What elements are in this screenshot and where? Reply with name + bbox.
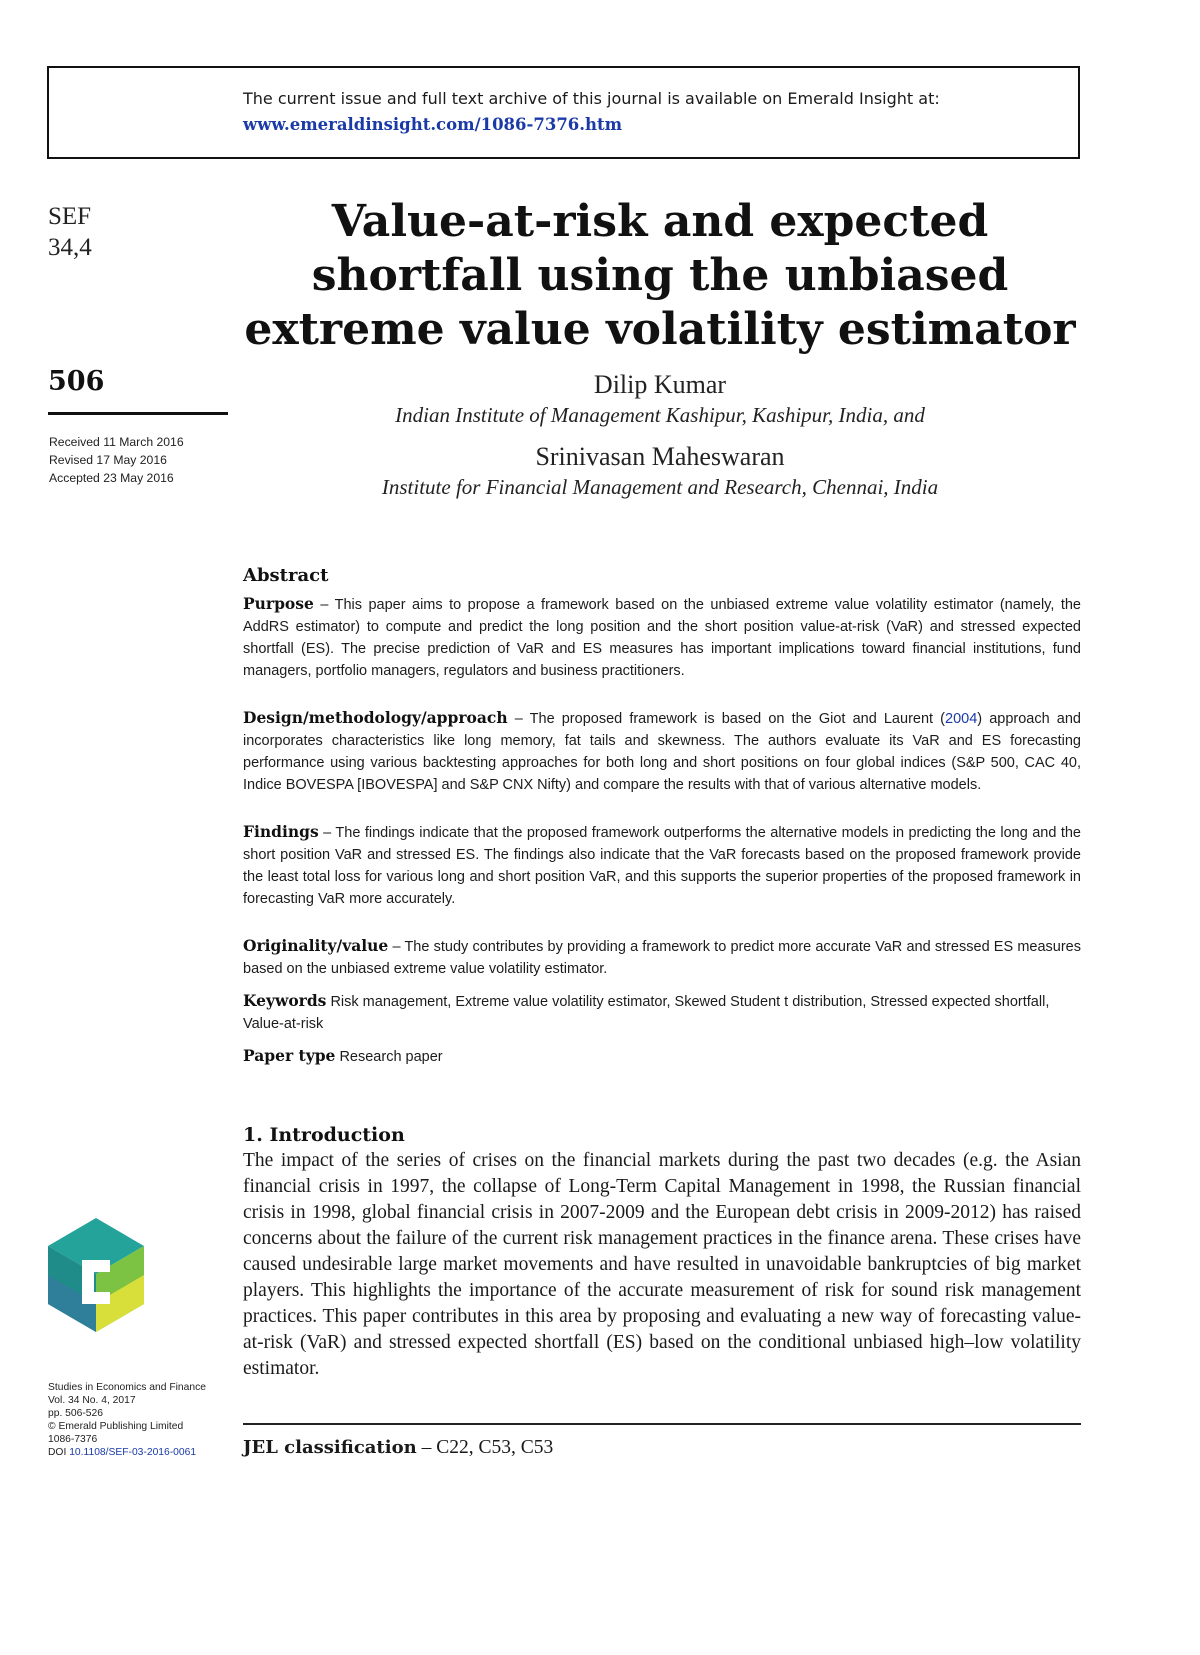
originality-text: – The study contributes by providing a framework to predict more accurate VaR and stressed ES measures based on the unbiased extreme value volatility estimator. [243,939,1081,977]
jel-classification [243,1437,553,1459]
abstract-design [243,707,1081,796]
emerald-logo-icon [44,1216,148,1334]
paper-type-text: Research paper [335,1049,443,1065]
pub-journal: Studies in Economics and Finance [48,1382,206,1393]
revised-date: Revised 17 May 2016 [49,453,167,467]
archive-link[interactable]: www.emeraldinsight.com/1086-7376.htm [243,115,623,134]
pub-volume: Vol. 34 No. 4, 2017 [48,1395,136,1406]
purpose-text: – This paper aims to propose a framework based on the unbiased extreme value volatility estimator (namely, the AddRS estimator) to compute and predict the long position and the short position value-at-risk (VaR) and stressed expected shortfall (ES). The precise prediction of VaR and ES measures has important implications toward financial institutions, fund managers, portfolio managers, regulators and business practitioners. [243,597,1081,679]
affiliation-2: Institute for Financial Management and Research, Chennai, India [381,475,939,499]
introduction-body: The impact of the series of crises on the financial markets during the past two decades (e.g. the Asian financial crisis in 1997, the collapse of Long-Term Capital Management in 1998, the Russian financial crisis in 1998, global financial crisis in 2007-2009 and the European debt crisis in 2009-2012) has raised concerns about the failure of the current risk management practices in the finance arena. These crises have caused undesirable large market movements and have resulted in unavoidable bankruptcies of big market players. This highlights the importance of the accurate measurement of risk for sound risk management practices. This paper contributes in this area by proposing and evaluating a new way of forecasting value-at-risk (VaR) and stressed expected shortfall (ES) based on the conditional unbiased high–low volatility estimator. [243,1150,1081,1379]
design-text-b: ) approach and incorporates characteristics like long memory, fat tails and skewness. The authors evaluate its VaR and ES forecasting performance using various backtesting approaches for both long and short positions on four global indices (S&P 500, CAC 40, Indice BOVESPA [IBOVESPA] and S&P CNX Nifty) and compare the results with that of various alternative models. [243,711,1081,793]
volume-issue: 34,4 [48,234,92,261]
article-title-line-3: extreme value volatility estimator [244,304,1076,355]
keywords-text: Risk management, Extreme value volatility estimator, Skewed Student t distribution, Stressed expected shortfall, Value-at-risk [243,994,1050,1032]
abstract-findings [243,821,1081,910]
paper-type-label: Paper type [243,1046,336,1065]
received-date: Received 11 March 2016 [49,435,184,449]
article-title-line-2: shortfall using the unbiased [311,250,1009,301]
jel-label: JEL classification [243,1437,417,1458]
archive-notice-box [47,66,1080,159]
findings-label: Findings [243,822,319,841]
abstract-heading: Abstract [243,565,329,586]
article-title-line-1: Value-at-risk and expected [331,196,989,247]
page-number-rule [48,412,228,415]
author-2: Srinivasan Maheswaran [535,442,785,471]
journal-abbrev: SEF [48,203,92,230]
page-number: 506 [48,366,105,397]
jel-text: – C22, C53, C53 [416,1437,554,1458]
abstract-purpose [243,593,1081,682]
pub-copyright: © Emerald Publishing Limited [48,1421,184,1432]
accepted-date: Accepted 23 May 2016 [49,471,174,485]
jel-divider [243,1423,1081,1425]
originality-label: Originality/value [243,936,389,955]
introduction-heading: 1. Introduction [243,1124,405,1146]
design-label: Design/methodology/approach [243,708,508,727]
pub-pages: pp. 506-526 [48,1408,103,1419]
pub-issn: 1086-7376 [48,1434,98,1445]
pub-doi-link[interactable]: 10.1108/SEF-03-2016-0061 [69,1447,197,1458]
keywords-label: Keywords [243,991,327,1010]
pub-doi-line [48,1446,196,1459]
purpose-label: Purpose [243,594,314,613]
abstract-originality [243,935,1081,980]
affiliation-1: Indian Institute of Management Kashipur, Kashipur, India, and [395,403,925,427]
abstract-paper-type [243,1045,1081,1068]
findings-text: – The findings indicate that the proposed framework outperforms the alternative models in predicting the long and the short position VaR and stressed ES. The findings also indicate that the VaR forecasts based on the proposed framework provide the least total loss for various long and short position VaR, and this supports the superior properties of the proposed framework in forecasting VaR more accurately. [243,825,1081,907]
pub-doi-label: DOI [48,1447,67,1458]
archive-notice-text: The current issue and full text archive of this journal is available on Emerald Insight at: [243,89,940,108]
design-text-a: – The proposed framework is based on the Giot and Laurent ( [507,711,945,727]
author-1: Dilip Kumar [593,370,727,399]
abstract-keywords [243,990,1081,1035]
design-reference-link[interactable]: 2004 [945,711,978,727]
